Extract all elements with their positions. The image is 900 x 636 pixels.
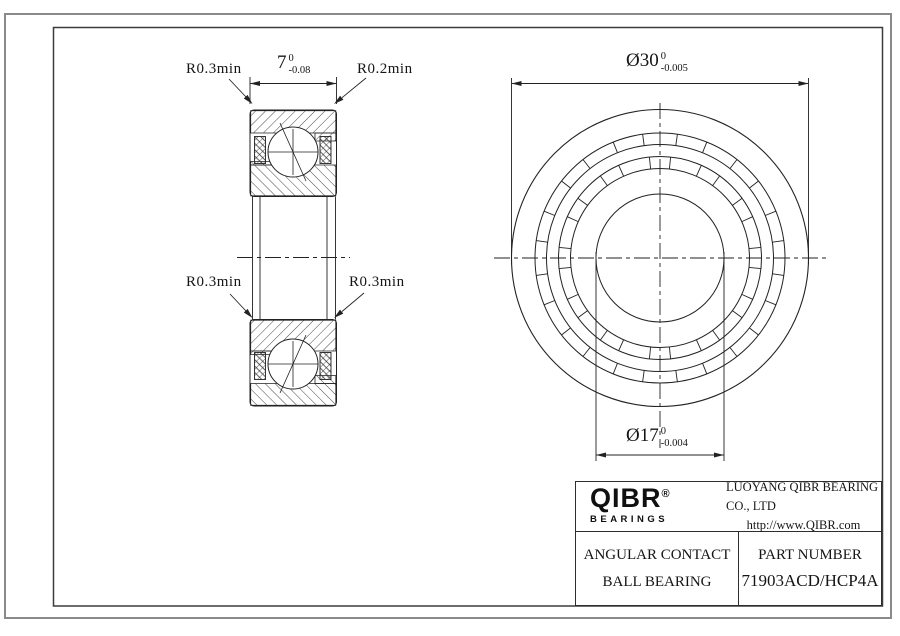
outer-diameter-dimension — [626, 51, 688, 74]
bore-diameter-dimension — [626, 426, 688, 449]
logo-subtext: BEARINGS — [590, 514, 669, 525]
bore-diameter-nominal: Ø17 — [626, 425, 659, 446]
product-description — [576, 532, 739, 605]
radius-label-bottom-left: R0.3min — [186, 274, 242, 290]
company-website: http://www.QIBR.com — [746, 517, 861, 532]
company-name: LUOYANG QIBR BEARING CO., LTD — [726, 480, 879, 514]
radius-label-bottom-right: R0.3min — [349, 274, 405, 290]
part-number-cell — [739, 532, 881, 605]
width-nominal: 7 — [277, 52, 287, 73]
part-number-label: PART NUMBER — [758, 546, 862, 563]
section-view — [237, 110, 350, 406]
part-number-value: 71903ACD/HCP4A — [741, 570, 879, 590]
outer-diameter-tol-lower: -0.005 — [660, 62, 688, 74]
company-logo — [576, 482, 726, 531]
logo-text: QIBR® — [590, 483, 671, 513]
outer-diameter-tol-upper: 0 — [660, 51, 666, 62]
bore-diameter-tol-lower: -0.004 — [660, 437, 688, 449]
title-block — [575, 481, 882, 606]
front-view — [494, 103, 830, 448]
company-info — [726, 482, 881, 531]
outer-diameter-nominal: Ø30 — [626, 50, 659, 71]
title-block-detail-row — [576, 532, 881, 605]
width-dimension — [277, 53, 310, 76]
width-tol-upper: 0 — [288, 53, 294, 64]
product-line2: BALL BEARING — [602, 573, 712, 590]
radius-label-top-right: R0.2min — [357, 61, 413, 77]
bore-diameter-tol-upper: 0 — [660, 426, 666, 437]
width-tol-lower: -0.08 — [288, 64, 311, 76]
product-line1: ANGULAR CONTACT — [583, 546, 731, 563]
registered-trademark-icon: ® — [661, 488, 671, 500]
radius-label-top-left: R0.3min — [186, 61, 242, 77]
title-block-header-row — [576, 482, 881, 532]
